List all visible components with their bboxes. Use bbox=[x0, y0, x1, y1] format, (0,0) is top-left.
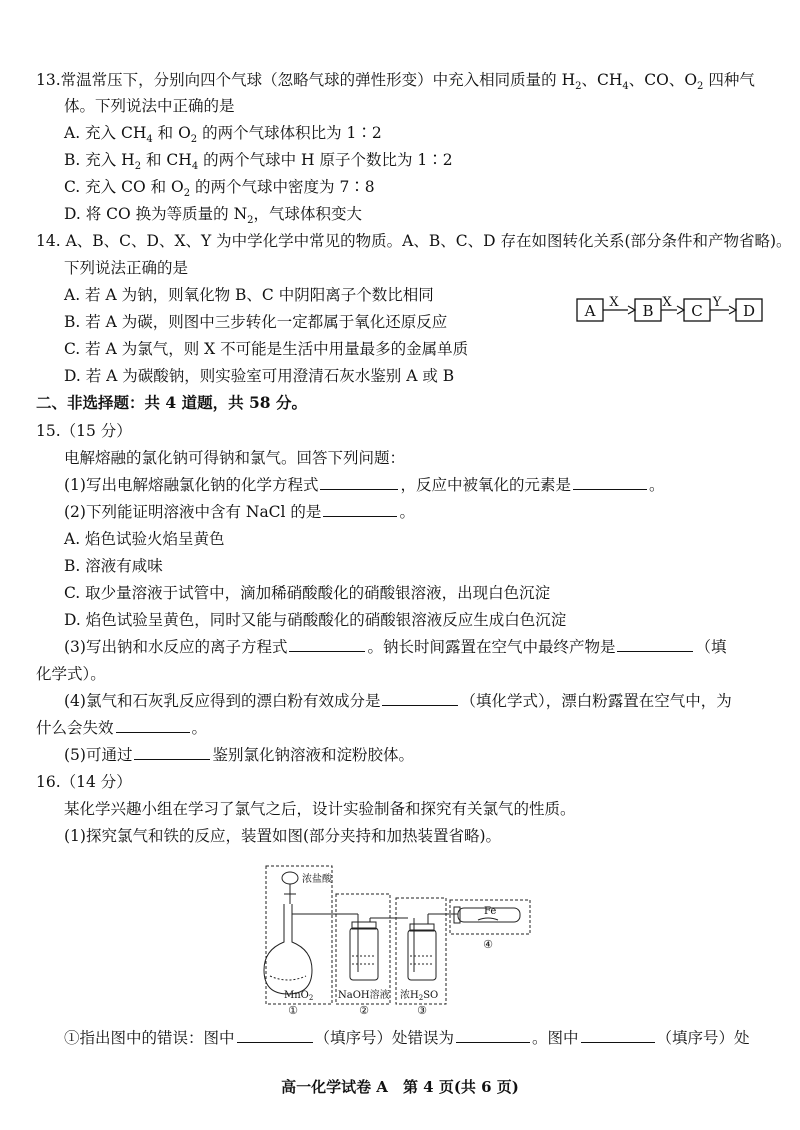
gas-washing-bottle-3 bbox=[408, 930, 436, 980]
q15-part2: (2)下列能证明溶液中含有 NaCl 的是 。 bbox=[64, 503, 415, 521]
answer-blank[interactable] bbox=[320, 475, 398, 490]
q14-conversion-diagram bbox=[576, 296, 766, 326]
label-h2so4: 浓$H_2SO$ bbox=[400, 990, 439, 1002]
answer-blank[interactable] bbox=[134, 745, 210, 760]
separatory-funnel bbox=[282, 872, 298, 884]
label-4: ④ bbox=[483, 938, 493, 951]
q16-subq1: ①指出图中的错误：图中 （填序号）处错误为 。图中 （填序号）处 bbox=[64, 1029, 750, 1047]
flow-box-b-label: B bbox=[642, 302, 654, 320]
q14-option-c: C. 若 A 为氯气，则 X 不可能是生活中用量最多的金属单质 bbox=[64, 340, 469, 358]
answer-blank[interactable] bbox=[456, 1028, 530, 1043]
page-footer: 高一化学试卷 A 第 4 页(共 6 页) bbox=[281, 1078, 519, 1096]
answer-blank[interactable] bbox=[617, 637, 693, 652]
q15-option-c: C. 取少量溶液于试管中，滴加稀硝酸酸化的硝酸银溶液，出现白色沉淀 bbox=[64, 584, 551, 602]
section-2-heading: 二、非选择题：共 4 道题，共 58 分。 bbox=[36, 393, 307, 412]
q13-option-a: A. 充入 $CH_4$ 和 $O_2$ 的两个气球体积比为 1∶2 bbox=[64, 124, 382, 146]
q15-header: 15.（15 分） bbox=[36, 422, 132, 440]
flow-arrow-x2-label: X bbox=[662, 296, 672, 310]
q14-option-b: B. 若 A 为碳，则图中三步转化一定都属于氧化还原反应 bbox=[64, 313, 448, 331]
q14-option-a: A. 若 A 为钠，则氧化物 B、C 中阴阳离子个数比相同 bbox=[64, 286, 434, 304]
q15-part3: (3)写出钠和水反应的离子方程式 。钠长时间露置在空气中最终产物是 （填 bbox=[64, 638, 727, 656]
label-fe: Fe bbox=[484, 906, 497, 917]
answer-blank[interactable] bbox=[116, 718, 190, 733]
answer-blank[interactable] bbox=[289, 637, 365, 652]
q15-part4: (4)氯气和石灰乳反应得到的漂白粉有效成分是 （填化学式），漂白粉露置在空气中，为 bbox=[64, 692, 732, 710]
answer-blank[interactable] bbox=[573, 475, 647, 490]
q15-intro: 电解熔融的氯化钠可得钠和氯气。回答下列问题： bbox=[64, 449, 406, 467]
q14-stem-line1: 14. A、B、C、D、X、Y 为中学化学中常见的物质。A、B、C、D 存在如图转化关系(部分条件和产物省略)。 bbox=[36, 232, 792, 250]
q15-part5: (5)可通过 鉴别氯化钠溶液和淀粉胶体。 bbox=[64, 746, 414, 764]
answer-blank[interactable] bbox=[237, 1028, 313, 1043]
apparatus-box-2 bbox=[336, 894, 390, 1004]
round-bottom-flask bbox=[264, 904, 312, 994]
q14-option-d: D. 若 A 为碳酸钠，则实验室可用澄清石灰水鉴别 A 或 B bbox=[64, 367, 455, 385]
q13-option-c: C. 充入 CO 和 $O_2$ 的两个气球中密度为 7∶8 bbox=[64, 178, 375, 200]
q15-part3-cont: 化学式）。 bbox=[36, 665, 106, 683]
q15-option-b: B. 溶液有咸味 bbox=[64, 557, 163, 575]
answer-blank[interactable] bbox=[581, 1028, 655, 1043]
answer-blank[interactable] bbox=[323, 502, 397, 517]
gas-washing-bottle-2 bbox=[350, 928, 378, 980]
flow-arrow-y-label: Y bbox=[712, 296, 722, 310]
q15-option-d: D. 焰色试验呈黄色，同时又能与硝酸酸化的硝酸银溶液反应生成白色沉淀 bbox=[64, 611, 567, 629]
q13-option-b: B. 充入 $H_2$ 和 $CH_4$ 的两个气球中 H 原子个数比为 1∶2 bbox=[64, 151, 453, 173]
flow-box-a-label: A bbox=[584, 302, 596, 320]
label-2: ② bbox=[359, 1004, 369, 1017]
q14-stem-line2: 下列说法正确的是 bbox=[64, 259, 189, 277]
apparatus-box-1 bbox=[266, 866, 332, 1004]
q15-part4-cont: 什么会失效 。 bbox=[36, 719, 208, 737]
answer-blank[interactable] bbox=[382, 691, 458, 706]
q16-part1: (1)探究氯气和铁的反应，装置如图(部分夹持和加热装置省略)。 bbox=[64, 827, 502, 845]
apparatus-diagram bbox=[262, 858, 538, 1018]
q13-option-d: D. 将 CO 换为等质量的 $N_2$，气球体积变大 bbox=[64, 205, 363, 227]
label-mno2: MnO$_2$ bbox=[284, 990, 314, 1002]
label-1: ① bbox=[288, 1004, 298, 1017]
q16-intro: 某化学兴趣小组在学习了氯气之后，设计实验制备和探究有关氯气的性质。 bbox=[64, 800, 576, 818]
label-3: ③ bbox=[417, 1004, 427, 1017]
q15-option-a: A. 焰色试验火焰呈黄色 bbox=[64, 530, 225, 548]
q16-header: 16.（14 分） bbox=[36, 773, 132, 791]
flow-arrow-x1-label: X bbox=[609, 296, 619, 310]
label-naoh: NaOH溶液 bbox=[338, 990, 390, 1001]
q13-stem-line1: 13.常温常压下，分别向四个气球（忽略气球的弹性形变）中充入相同质量的 $H_2$、$CH_4$、CO、$O_2$ 四种气 bbox=[36, 71, 755, 93]
q15-part1: (1)写出电解熔融氯化钠的化学方程式 ，反应中被氧化的元素是 。 bbox=[64, 476, 665, 494]
label-conc-hcl: 浓盐酸 bbox=[302, 874, 332, 885]
q13-stem-line2: 体。下列说法中正确的是 bbox=[64, 97, 235, 115]
flow-box-c-label: C bbox=[691, 302, 703, 320]
flow-box-d-label: D bbox=[742, 302, 756, 320]
